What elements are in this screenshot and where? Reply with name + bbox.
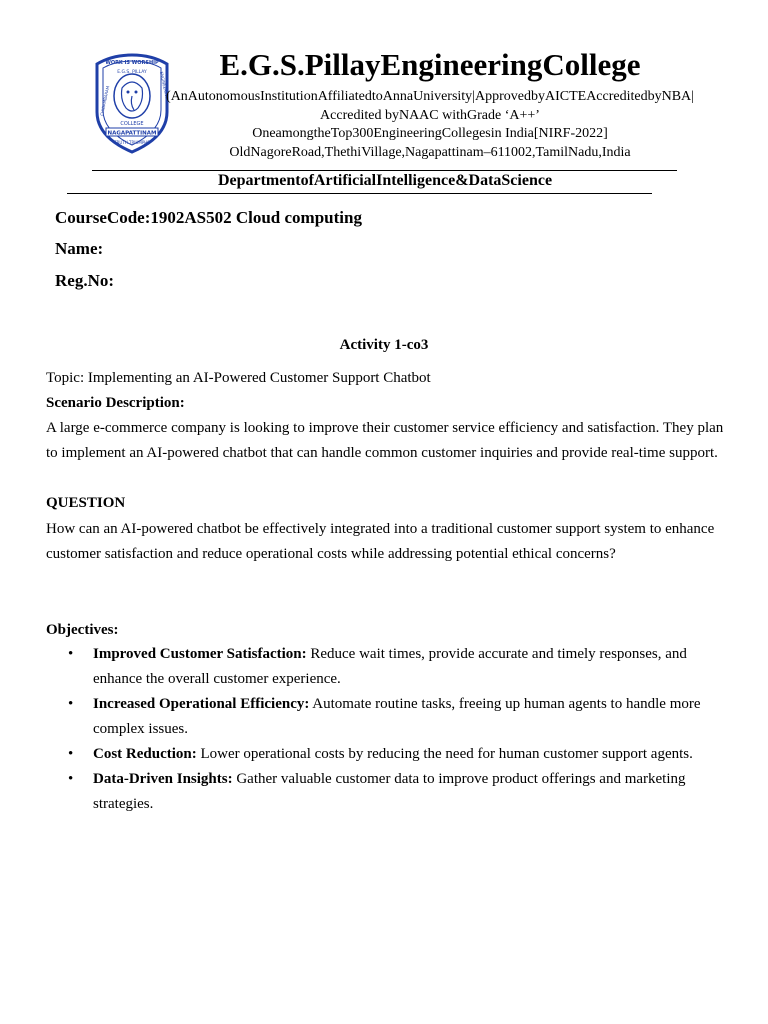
question-heading: QUESTION	[46, 495, 126, 511]
crest-top-text: WORK IS WORSHIP	[105, 60, 159, 66]
objective-text: Lower operational costs by reducing the need for human customer support agents.	[196, 746, 693, 762]
course-code-field: CourseCode:1902AS502 Cloud computing	[55, 208, 362, 227]
objectives-list	[46, 642, 736, 817]
objective-title: Data-Driven Insights:	[93, 771, 233, 787]
crest-bottom-text: COLLEGE	[120, 121, 144, 127]
header-rule-bottom	[67, 193, 652, 194]
header-line-nirf: OneamongtheTop300EngineeringCollegesin India[NIRF-2022]	[252, 126, 608, 141]
scenario-heading: Scenario Description:	[46, 395, 185, 411]
topic-text: Topic: Implementing an AI-Powered Customer Support Chatbot	[46, 370, 431, 386]
objective-title: Increased Operational Efficiency:	[93, 696, 310, 712]
bullet-icon: •	[68, 771, 74, 787]
scenario-text: A large e-commerce company is looking to improve their customer service efficiency and satisfaction. They plan to implement an AI-powered chatbot that can handle common customer inquiries and provide real-time support.	[46, 420, 724, 461]
crest-inner-text: E.G.S. PILLAY	[117, 70, 147, 75]
list-item	[46, 767, 736, 817]
list-item	[46, 742, 736, 767]
crest-motto-text: TRUTH TRIUMPHS	[114, 140, 150, 145]
objective-text: Reduce wait times, provide accurate and timely responses, and enhance the overall customer experience.	[93, 646, 687, 687]
name-field: Name:	[55, 239, 104, 258]
list-item	[46, 642, 736, 692]
objectives-heading: Objectives:	[46, 622, 119, 638]
list-item	[46, 692, 736, 742]
crest-banner-text: NAGAPATTINAM	[107, 130, 157, 137]
reg-no-field: Reg.No:	[55, 271, 115, 290]
objective-text: Automate routine tasks, freeing up human agents to handle more complex issues.	[93, 696, 701, 737]
header-line-naac: Accredited byNAAC withGrade ‘A++’	[320, 108, 540, 123]
bullet-icon: •	[68, 696, 74, 712]
header-line-address: OldNagoreRoad,ThethiVillage,Nagapattinam–611002,TamilNadu,India	[229, 145, 631, 160]
college-name: E.G.S.PillayEngineeringCollege	[219, 47, 641, 82]
activity-title: Activity 1-co3	[339, 337, 429, 353]
department-name: DepartmentofArtificialIntelligence&DataScience	[217, 172, 553, 189]
crest-left-text: CHIDAMBARAM	[99, 85, 111, 117]
header-line-accreditation: (AnAutonomousInstitutionAffiliatedtoAnnaUniversity|ApprovedbyAICTEAccreditedbyNBA|	[166, 89, 694, 104]
objective-title: Cost Reduction:	[93, 746, 197, 762]
objective-title: Improved Customer Satisfaction:	[93, 646, 307, 662]
bullet-icon: •	[68, 746, 74, 762]
crest-right-text: ENGINEERING	[159, 71, 170, 100]
objective-text: Gather valuable customer data to improve product offerings and marketing strategies.	[93, 771, 686, 812]
question-text: How can an AI-powered chatbot be effectively integrated into a traditional customer support system to enhance customer satisfaction and reduce operational costs while addressing potential ethical concerns?	[46, 521, 715, 562]
bullet-icon: •	[68, 646, 74, 662]
